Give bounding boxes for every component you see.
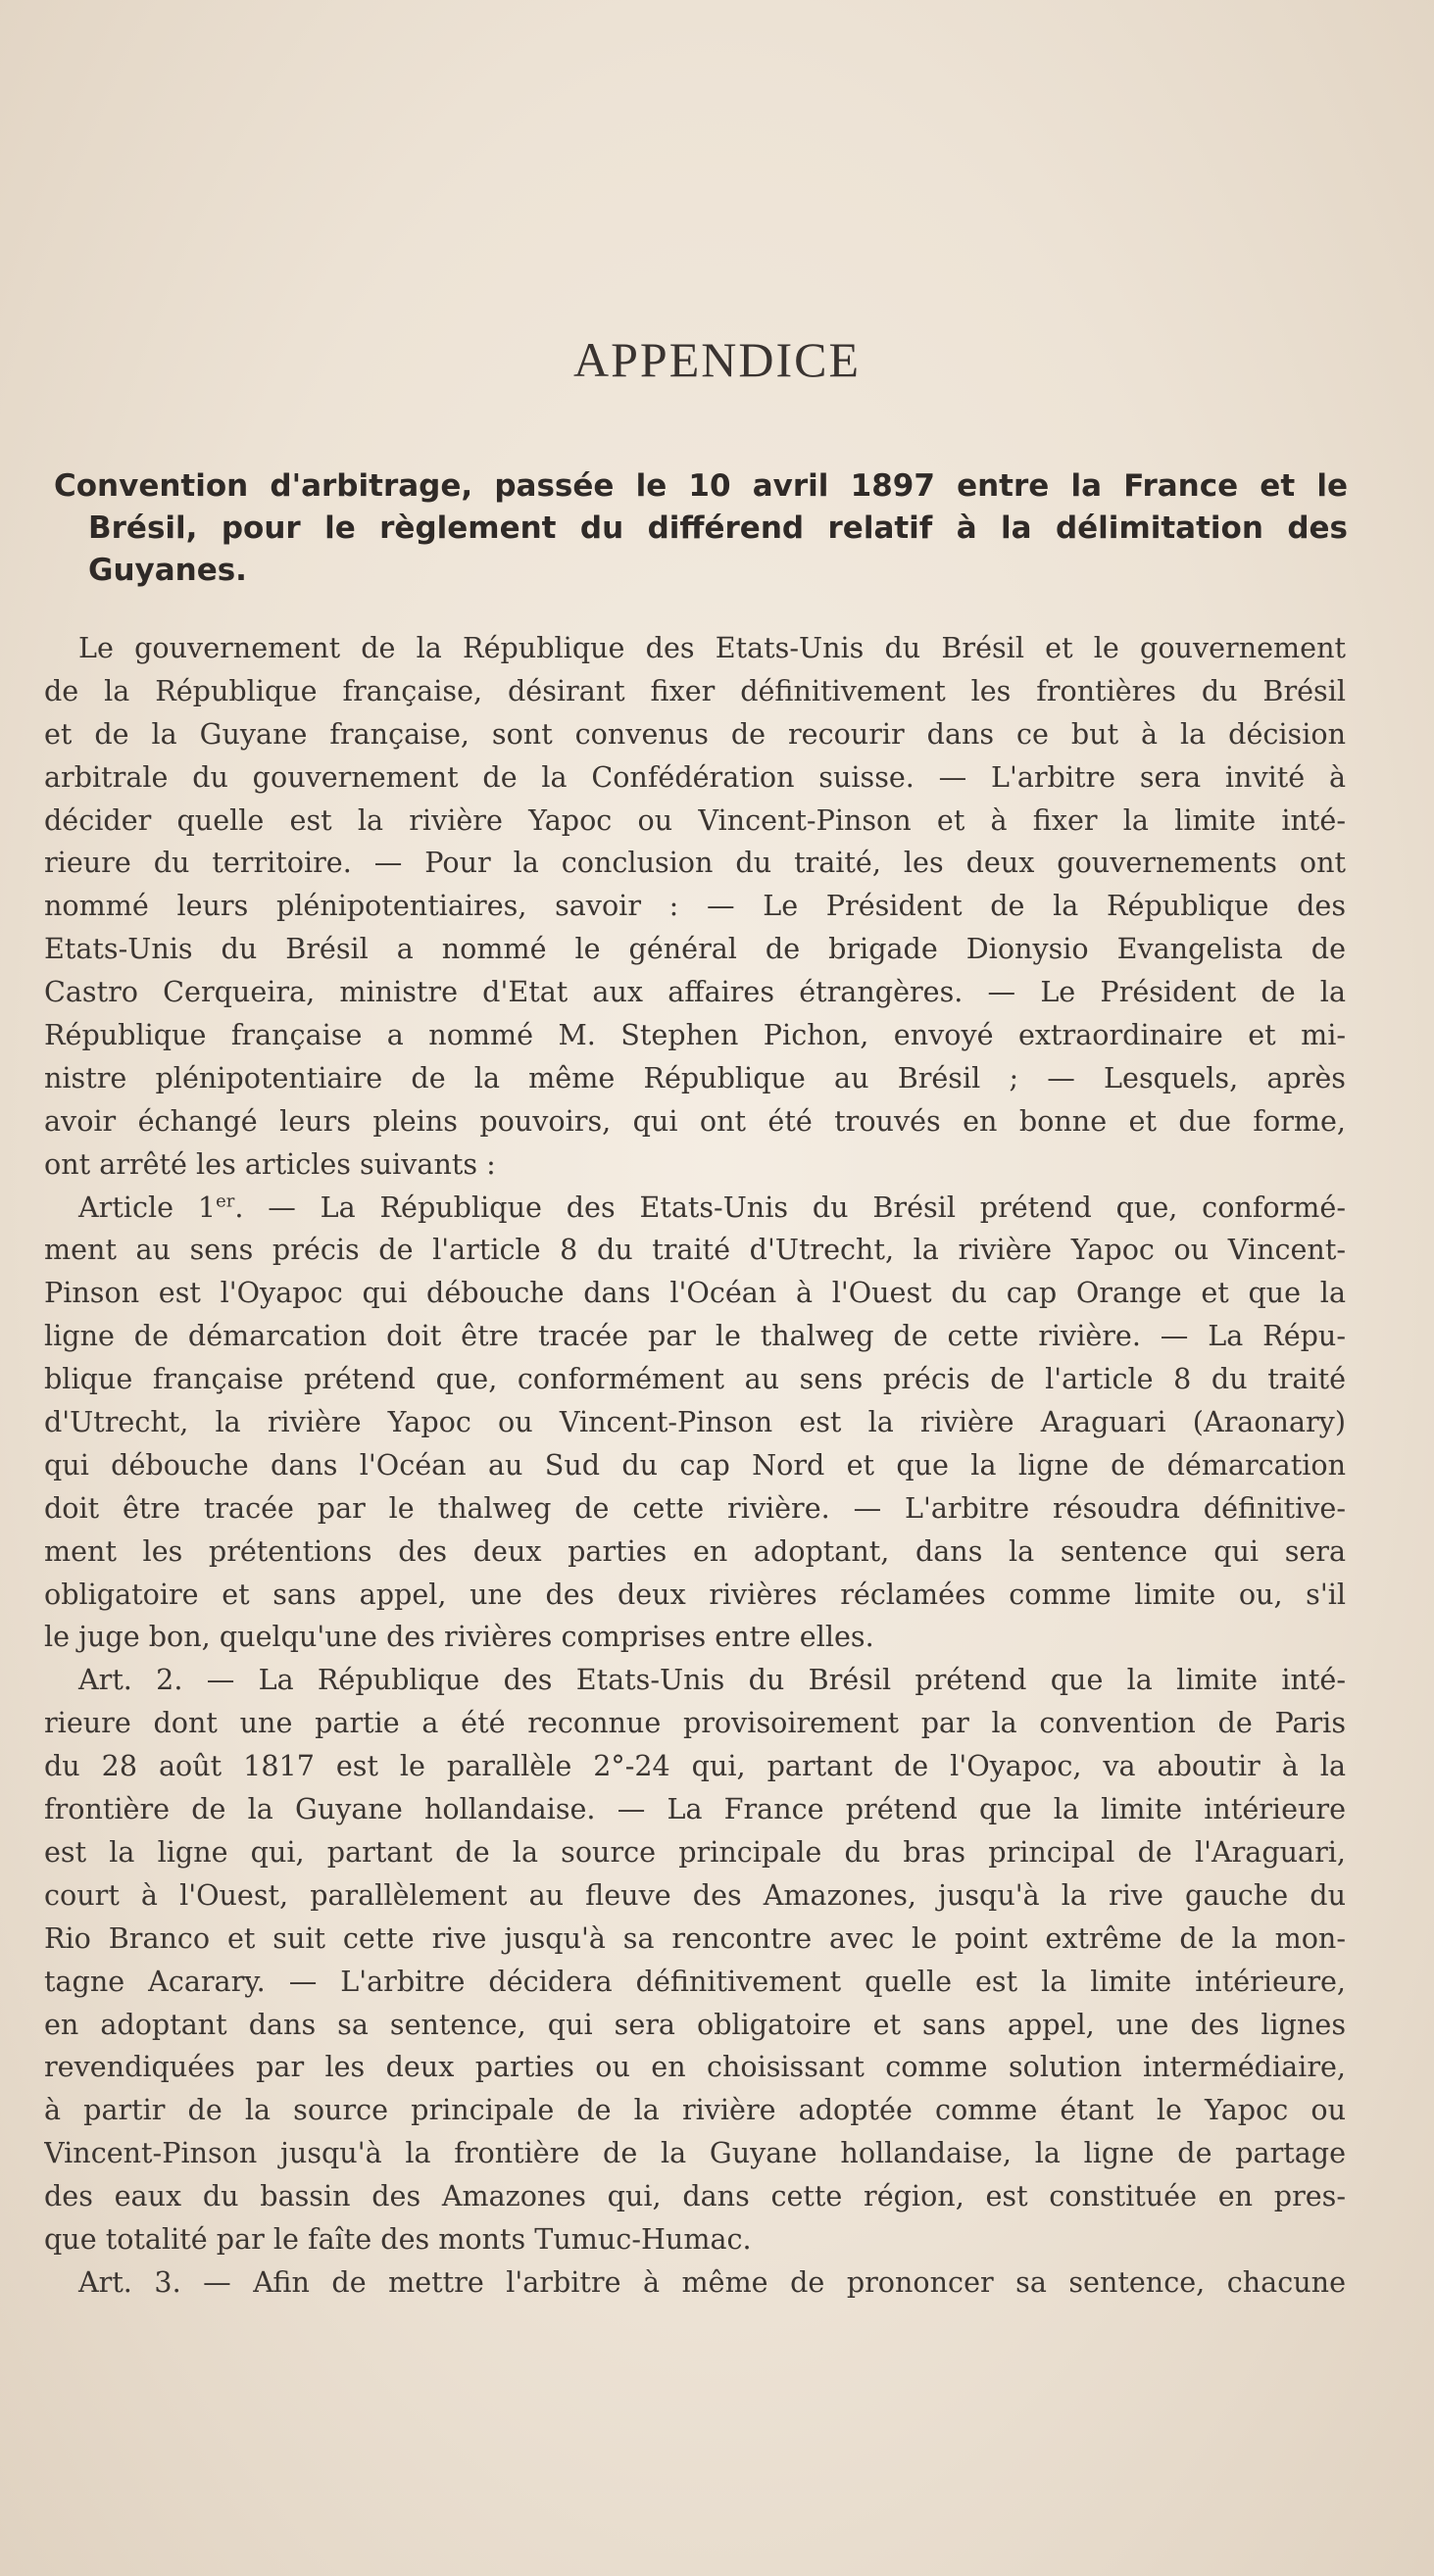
body-line: Rio Branco et suit cette rive jusqu'à sa rencontre avec le point extrême de la mon- [44,1920,1346,1955]
body-line: le juge bon, quelqu'une des rivières comprises entre elles. [44,1620,874,1654]
body-line: nommé leurs plénipotentiaires, savoir : — Le Président de la République des [44,889,1346,923]
body-text [44,627,1346,2305]
body-line: ment au sens précis de l'article 8 du traité d'Utrecht, la rivière Yapoc ou Vincent- [44,1233,1346,1267]
body-line: Art. 3. — Afin de mettre l'arbitre à même de prononcer sa sentence, chacune [78,2264,1346,2299]
body-line: Etats-Unis du Brésil a nommé le général de brigade Dionysio Evangelista de [44,932,1346,966]
body-line: doit être tracée par le thalweg de cette rivière. — L'arbitre résoudra définitive- [44,1490,1346,1525]
body-line: Art. 2. — La République des Etats-Unis du Brésil prétend que la limite inté- [78,1663,1346,1697]
body-line: tagne Acarary. — L'arbitre décidera définitivement quelle est la limite intérieure, [44,1964,1346,1998]
body-line: frontière de la Guyane hollandaise. — La France prétend que la limite intérieure [44,1792,1346,1826]
body-line: à partir de la source principale de la rivière adoptée comme étant le Yapoc ou [44,2093,1346,2127]
body-line: Pinson est l'Oyapoc qui débouche dans l'Océan à l'Ouest du cap Orange et que la [44,1276,1346,1310]
body-line: ont arrêté les articles suivants : [44,1146,496,1181]
body-line: rieure du territoire. — Pour la conclusion du traité, les deux gouvernements ont [44,846,1346,880]
body-line: obligatoire et sans appel, une des deux rivières réclamées comme limite ou, s'il [44,1577,1346,1611]
body-line: Vincent-Pinson jusqu'à la frontière de la Guyane hollandaise, la ligne de partage [44,2136,1346,2170]
appendix-heading: APPENDICE [572,332,862,387]
body-line: Le gouvernement de la République des Etats-Unis du Brésil et le gouvernement [78,631,1346,664]
body-line: Castro Cerqueira, ministre d'Etat aux affaires étrangères. — Le Président de la [44,975,1346,1009]
body-line: des eaux du bassin des Amazones qui, dans cette région, est constituée en pres- [44,2179,1346,2213]
body-line: que totalité par le faîte des monts Tumuc-Humac. [44,2221,752,2256]
convention-title-line: Guyanes. [88,553,247,588]
body-line: court à l'Ouest, parallèlement au fleuve des Amazones, jusqu'à la rive gauche du [44,1877,1346,1912]
body-line: arbitrale du gouvernement de la Confédération suisse. — L'arbitre sera invité à [44,759,1346,794]
body-line: décider quelle est la rivière Yapoc ou Vincent-Pinson et à fixer la limite inté- [44,802,1346,837]
body-line: nistre plénipotentiaire de la même République au Brésil ; — Lesquels, après [44,1060,1346,1094]
body-line: d'Utrecht, la rivière Yapoc ou Vincent-Pinson est la rivière Araguari (Araonary) [44,1405,1346,1439]
convention-title-line: Convention d'arbitrage, passée le 10 avril 1897 entre la France et le [54,468,1348,504]
convention-title-line: Brésil, pour le règlement du différend relatif à la délimitation des [88,510,1348,546]
body-line: en adoptant dans sa sentence, qui sera obligatoire et sans appel, une des lignes [44,2007,1346,2041]
body-line: et de la Guyane française, sont convenus de recourir dans ce but à la décision [44,716,1346,751]
body-line: ligne de démarcation doit être tracée par le thalweg de cette rivière. — La Répu- [44,1319,1346,1353]
body-line: du 28 août 1817 est le parallèle 2°-24 qui, partant de l'Oyapoc, va aboutir à la [44,1749,1346,1783]
convention-title [54,465,1348,592]
body-line: blique française prétend que, conformément au sens précis de l'article 8 du traité [44,1362,1346,1396]
body-line: revendiquées par les deux parties ou en choisissant comme solution intermédiaire, [44,2050,1346,2084]
body-line: qui débouche dans l'Océan au Sud du cap Nord et que la ligne de démarcation [44,1447,1346,1482]
body-line: avoir échangé leurs pleins pouvoirs, qui ont été trouvés en bonne et due forme, [44,1103,1346,1138]
body-line: ment les prétentions des deux parties en adoptant, dans la sentence qui sera [44,1533,1346,1568]
body-line: rieure dont une partie a été reconnue provisoirement par la convention de Paris [44,1706,1346,1740]
body-line: République française a nommé M. Stephen Pichon, envoyé extraordinaire et mi- [44,1018,1346,1052]
body-line: de la République française, désirant fixer définitivement les frontières du Brésil [44,673,1346,707]
body-line: est la ligne qui, partant de la source principale du bras principal de l'Araguari, [44,1834,1346,1869]
body-line: Article 1er. — La République des Etats-Unis du Brésil prétend que, conformé- [78,1190,1346,1224]
